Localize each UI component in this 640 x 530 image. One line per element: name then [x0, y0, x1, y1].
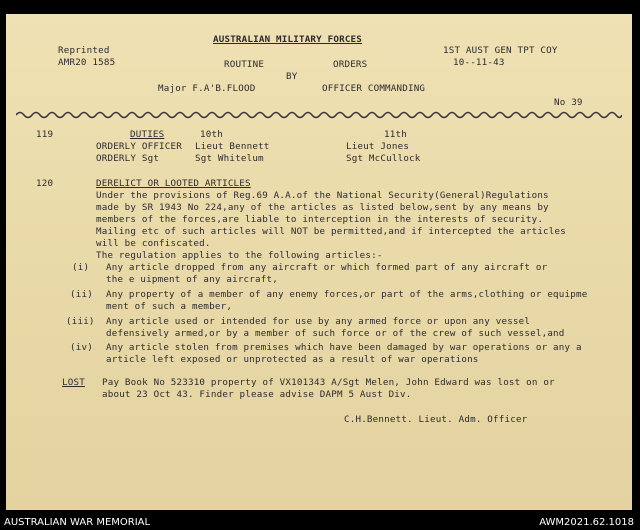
orderly-sgt-day11: Sgt McCullock [346, 153, 421, 164]
duties-heading: DUTIES [130, 129, 165, 140]
document-title: AUSTRALIAN MILITARY FORCES [213, 34, 363, 45]
orderly-officer-label: ORDERLY OFFICER [96, 141, 182, 152]
item-120-number: 120 [36, 178, 54, 189]
lost-line: about 23 Oct 43. Finder please advise DAPM 5 Aust Div. [102, 389, 412, 400]
archive-reference: AWM2021.62.1018 [539, 517, 634, 528]
item-120-line: The regulation applies to the following articles:- [96, 250, 383, 261]
derelict-heading: DERELICT OR LOOTED ARTICLES [96, 178, 251, 189]
duties-day-10: 10th [200, 129, 223, 140]
article-line: the e uipment of any aircraft, [106, 274, 278, 285]
orderly-officer-day11: Lieut Jones [346, 141, 410, 152]
lost-line: Pay Book No 523310 property of VX101343 A/Sgt Melen, John Edward was lost on or [102, 377, 555, 388]
article-number: (ii) [70, 289, 93, 300]
article-line: ment of such a member, [106, 301, 233, 312]
orderly-sgt-day10: Sgt Whitelum [195, 153, 264, 164]
order-number: No 39 [554, 97, 583, 108]
item-120-line: will be confiscated. [96, 238, 211, 249]
routine-label: ROUTINE [224, 59, 265, 70]
article-line: defensively armed,or by a member of such force or of the crew of such vessel,and [106, 328, 565, 339]
officer-commanding-label: OFFICER COMMANDING [322, 83, 426, 94]
orders-label: ORDERS [333, 59, 368, 70]
reprinted-note: Reprinted [58, 45, 110, 56]
orderly-sgt-label: ORDERLY Sgt [96, 153, 160, 164]
lost-label: LOST [62, 377, 85, 388]
article-line: Any property of a member of any enemy forces,or part of the arms,clothing or equipme [106, 289, 588, 300]
item-120-line: members of the forces,are liable to interception in the interests of security. [96, 214, 544, 225]
article-number: (iv) [70, 342, 93, 353]
article-number: (iii) [66, 316, 95, 327]
signature-block: C.H.Bennett. Lieut. Adm. Officer [344, 414, 528, 425]
unit-name: 1ST AUST GEN TPT COY [443, 45, 558, 56]
article-line: Any article dropped from any aircraft or which formed part of any aircraft or [106, 262, 548, 273]
duties-day-11: 11th [384, 129, 407, 140]
document-page [6, 14, 632, 510]
item-119-number: 119 [36, 129, 54, 140]
article-number: (i) [72, 262, 90, 273]
wavy-divider-line [16, 110, 622, 120]
item-120-line: Mailing etc of such articles will NOT be permitted,and if intercepted the articles [96, 226, 566, 237]
item-120-line: made by SR 1943 No 224,any of the articles as listed below,sent by any means by [96, 202, 549, 213]
commanding-major: Major F.A'B.FLOOD [158, 83, 256, 94]
archive-credit: AUSTRALIAN WAR MEMORIAL [4, 517, 151, 528]
item-120-line: Under the provisions of Reg.69 A.A.of the National Security(General)Regulations [96, 190, 549, 201]
article-line: article left exposed or unprotected as a result of war operations [106, 354, 479, 365]
article-line: Any article stolen from premises which have been damaged by war operations or any a [106, 342, 582, 353]
order-date: 10--11-43 [453, 57, 505, 68]
article-line: Any article used or intended for use by any armed force or upon any vessel [106, 316, 531, 327]
by-label: BY [286, 71, 298, 82]
orderly-officer-day10: Lieut Bennett [195, 141, 270, 152]
reprint-date: AMR20 1585 [58, 57, 116, 68]
